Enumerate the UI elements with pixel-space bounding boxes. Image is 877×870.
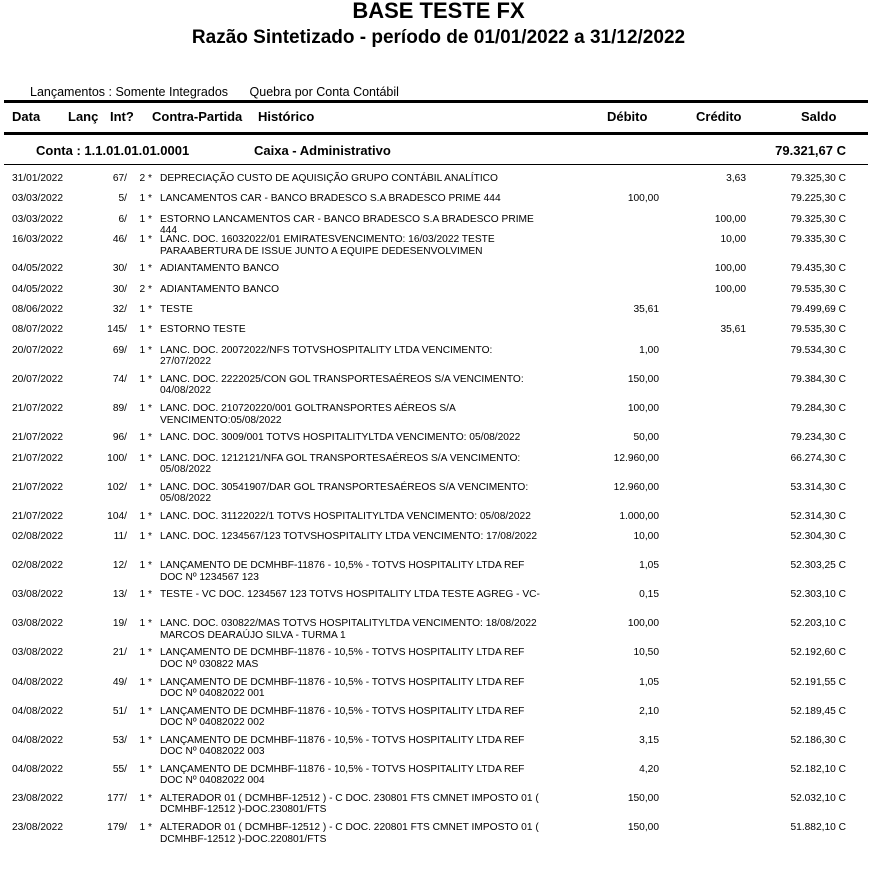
row-debito: 150,00 (627, 822, 659, 834)
row-int: 1 * (139, 531, 152, 543)
report-title: BASE TESTE FX (352, 0, 525, 23)
row-date: 04/08/2022 (12, 734, 63, 746)
row-lanc: 69/ (112, 344, 127, 356)
row-debito: 12.960,00 (613, 452, 659, 464)
row-int: 1 * (139, 792, 152, 804)
row-debito: 1,05 (639, 676, 659, 688)
row-int: 1 * (139, 213, 152, 225)
row-lanc: 49/ (112, 676, 127, 688)
row-historico: LANC. DOC. 3009/001 TOTVS HOSPITALITYLTDA VENCIMENTO: 05/08/2022 (160, 432, 521, 444)
row-int: 1 * (139, 560, 152, 572)
col-lanc: Lanç (68, 109, 99, 124)
row-int: 1 * (139, 822, 152, 834)
table-row (0, 703, 877, 732)
row-int: 1 * (139, 324, 152, 336)
table-row (0, 528, 877, 557)
row-date: 08/06/2022 (12, 304, 63, 316)
row-saldo: 52.304,30 C (790, 531, 846, 543)
row-date: 04/08/2022 (12, 763, 63, 775)
table-row (0, 429, 877, 449)
row-lanc: 51/ (112, 705, 127, 717)
row-debito: 100,00 (627, 403, 659, 415)
row-debito: 10,50 (633, 647, 659, 659)
row-debito: 35,61 (633, 304, 659, 316)
row-int: 1 * (139, 481, 152, 493)
table-row (0, 732, 877, 761)
row-date: 21/07/2022 (12, 432, 63, 444)
filter-lancamentos: Lançamentos : Somente Integrados (30, 85, 229, 99)
report-subtitle: Razão Sintetizado - período de 01/01/2022 a 31/12/2022 (191, 27, 686, 48)
row-debito: 0,15 (639, 589, 659, 601)
row-date: 02/08/2022 (12, 560, 63, 572)
row-saldo: 52.303,10 C (790, 589, 846, 601)
row-int: 1 * (139, 373, 152, 385)
row-date: 21/07/2022 (12, 452, 63, 464)
row-date: 08/07/2022 (12, 324, 63, 336)
table-row (0, 674, 877, 703)
row-date: 04/08/2022 (12, 705, 63, 717)
row-historico: ALTERADOR 01 ( DCMHBF-12512 ) - C DOC. 230801 FTS CMNET IMPOSTO 01 ( DCMHBF-12512 )-DOC.230801/FTS (160, 792, 539, 816)
row-lanc: 104/ (107, 510, 127, 522)
row-historico: DEPRECIAÇÃO CUSTO DE AQUISIÇÃO GRUPO CONTÁBIL ANALÍTICO (160, 173, 498, 184)
account-name: Caixa - Administrativo (254, 143, 391, 158)
row-int: 1 * (139, 510, 152, 522)
row-debito: 150,00 (627, 792, 659, 804)
row-lanc: 6/ (118, 213, 127, 225)
row-historico: LANÇAMENTO DE DCMHBF-11876 - 10,5% - TOTVS HOSPITALITY LTDA REF DOC Nº 04082022 002 (160, 705, 525, 729)
row-lanc: 13/ (112, 589, 127, 601)
filter-quebra: Quebra por Conta Contábil (249, 85, 399, 99)
account-code: Conta : 1.1.01.01.01.0001 (36, 143, 190, 158)
row-int: 1 * (139, 705, 152, 717)
row-lanc: 53/ (112, 734, 127, 746)
col-credito: Crédito (696, 109, 742, 124)
row-saldo: 79.234,30 C (790, 432, 846, 444)
row-debito: 4,20 (639, 763, 659, 775)
table-row (0, 260, 877, 280)
row-lanc: 21/ (112, 647, 127, 659)
col-saldo: Saldo (801, 109, 837, 124)
row-historico: LANCAMENTOS CAR - BANCO BRADESCO S.A BRADESCO PRIME 444 (160, 193, 501, 205)
row-int: 1 * (139, 234, 152, 246)
table-row (0, 557, 877, 586)
row-date: 03/08/2022 (12, 647, 63, 659)
row-date: 04/05/2022 (12, 283, 63, 295)
row-historico: LANC. DOC. 16032022/01 EMIRATESVENCIMENTO: 16/03/2022 TESTE PARAABERTURA DE ISSUE JUNTO A EQUIPE DEDESENVOLVIMEN (160, 234, 495, 257)
row-debito: 100,00 (627, 193, 659, 205)
row-saldo: 52.203,10 C (790, 618, 846, 630)
row-lanc: 74/ (112, 373, 127, 385)
row-int: 1 * (139, 589, 152, 601)
row-int: 1 * (139, 647, 152, 659)
row-saldo: 79.325,30 C (790, 213, 846, 225)
table-row (0, 301, 877, 321)
row-credito: 3,63 (726, 173, 746, 184)
col-data: Data (12, 109, 41, 124)
row-int: 2 * (139, 283, 152, 295)
row-lanc: 67/ (112, 173, 127, 184)
row-historico: LANC. DOC. 030822/MAS TOTVS HOSPITALITYLTDA VENCIMENTO: 18/08/2022 MARCOS DEARAÚJO SILVA - TURMA 1 (160, 618, 537, 641)
table-row (0, 400, 877, 429)
row-saldo: 79.284,30 C (790, 403, 846, 415)
row-date: 23/08/2022 (12, 792, 63, 804)
row-date: 03/08/2022 (12, 618, 63, 630)
row-debito: 10,00 (633, 531, 659, 543)
table-row (0, 231, 877, 260)
row-historico: TESTE (160, 304, 193, 316)
row-saldo: 79.325,30 C (790, 173, 846, 184)
row-historico: LANÇAMENTO DE DCMHBF-11876 - 10,5% - TOTVS HOSPITALITY LTDA REF DOC Nº 04082022 001 (160, 676, 525, 700)
row-saldo: 52.192,60 C (790, 647, 846, 659)
row-date: 03/08/2022 (12, 589, 63, 601)
table-row (0, 321, 877, 341)
row-lanc: 102/ (107, 481, 127, 493)
row-lanc: 145/ (107, 324, 127, 336)
ledger-rows (0, 170, 877, 848)
table-row (0, 761, 877, 790)
column-header-row (0, 108, 877, 126)
table-row (0, 508, 877, 528)
row-lanc: 30/ (112, 263, 127, 275)
row-lanc: 89/ (112, 403, 127, 415)
table-row (0, 342, 877, 371)
table-row (0, 819, 877, 848)
row-saldo: 79.225,30 C (790, 193, 846, 205)
row-saldo: 52.032,10 C (790, 792, 846, 804)
account-header (0, 142, 877, 160)
row-saldo: 51.882,10 C (790, 822, 846, 834)
row-historico: LANÇAMENTO DE DCMHBF-11876 - 10,5% - TOTVS HOSPITALITY LTDA REF DOC Nº 030822 MAS (160, 647, 525, 670)
row-historico: LANC. DOC. 1212121/NFA GOL TRANSPORTESAÉREOS S/A VENCIMENTO: 05/08/2022 (160, 452, 521, 475)
row-saldo: 52.314,30 C (790, 510, 846, 522)
col-int: Int? (110, 109, 134, 124)
row-saldo: 52.189,45 C (790, 705, 846, 717)
row-saldo: 79.499,69 C (790, 304, 846, 316)
row-lanc: 12/ (112, 560, 127, 572)
row-saldo: 79.534,30 C (790, 344, 846, 356)
row-historico: LANC. DOC. 1234567/123 TOTVSHOSPITALITY LTDA VENCIMENTO: 17/08/2022 (160, 531, 538, 543)
table-row (0, 479, 877, 508)
row-historico: LANC. DOC. 20072022/NFS TOTVSHOSPITALITY LTDA VENCIMENTO: 27/07/2022 (160, 344, 493, 368)
row-date: 04/08/2022 (12, 676, 63, 688)
row-int: 1 * (139, 676, 152, 688)
row-historico: ESTORNO TESTE (160, 324, 246, 336)
row-historico: LANÇAMENTO DE DCMHBF-11876 - 10,5% - TOTVS HOSPITALITY LTDA REF DOC Nº 1234567 123 (160, 560, 525, 583)
row-debito: 1,05 (639, 560, 659, 572)
table-row (0, 644, 877, 673)
table-row (0, 211, 877, 237)
row-int: 2 * (139, 173, 152, 184)
header-bottom-rule (4, 132, 868, 135)
row-historico: ADIANTAMENTO BANCO (160, 263, 280, 275)
row-date: 02/08/2022 (12, 531, 63, 543)
row-date: 03/03/2022 (12, 213, 63, 225)
row-debito: 2,10 (639, 705, 659, 717)
row-lanc: 46/ (112, 234, 127, 246)
row-debito: 12.960,00 (613, 481, 659, 493)
table-row (0, 190, 877, 210)
table-row (0, 281, 877, 301)
row-credito: 35,61 (720, 324, 746, 336)
row-int: 1 * (139, 344, 152, 356)
row-debito: 150,00 (627, 373, 659, 385)
row-debito: 100,00 (627, 618, 659, 630)
row-historico: ALTERADOR 01 ( DCMHBF-12512 ) - C DOC. 220801 FTS CMNET IMPOSTO 01 ( DCMHBF-12512 )-DOC.220801/FTS (160, 822, 539, 845)
row-saldo: 52.186,30 C (790, 734, 846, 746)
row-historico: TESTE - VC DOC. 1234567 123 TOTVS HOSPITALITY LTDA TESTE AGREG - VC- (160, 589, 540, 601)
row-historico: LANÇAMENTO DE DCMHBF-11876 - 10,5% - TOTVS HOSPITALITY LTDA REF DOC Nº 04082022 004 (160, 763, 525, 787)
row-saldo: 52.182,10 C (790, 763, 846, 775)
row-saldo: 66.274,30 C (790, 452, 846, 464)
row-historico: LANC. DOC. 30541907/DAR GOL TRANSPORTESAÉREOS S/A VENCIMENTO: 05/08/2022 (160, 481, 529, 505)
row-int: 1 * (139, 618, 152, 630)
row-historico: LANÇAMENTO DE DCMHBF-11876 - 10,5% - TOTVS HOSPITALITY LTDA REF DOC Nº 04082022 003 (160, 734, 525, 758)
row-saldo: 79.384,30 C (790, 373, 846, 385)
row-date: 04/05/2022 (12, 263, 63, 275)
row-lanc: 30/ (112, 283, 127, 295)
row-int: 1 * (139, 304, 152, 316)
header-top-rule (4, 100, 868, 103)
row-lanc: 177/ (107, 792, 127, 804)
row-int: 1 * (139, 763, 152, 775)
row-int: 1 * (139, 432, 152, 444)
row-int: 1 * (139, 263, 152, 275)
table-row (0, 450, 877, 479)
col-debito: Débito (607, 109, 648, 124)
row-historico: ADIANTAMENTO BANCO (160, 283, 280, 295)
row-int: 1 * (139, 403, 152, 415)
row-int: 1 * (139, 193, 152, 205)
row-lanc: 179/ (107, 822, 127, 834)
table-row (0, 790, 877, 819)
row-date: 31/01/2022 (12, 173, 63, 184)
row-int: 1 * (139, 734, 152, 746)
row-saldo: 79.335,30 C (790, 234, 846, 246)
col-contra-partida: Contra-Partida (152, 109, 243, 124)
row-debito: 1,00 (639, 344, 659, 356)
row-debito: 1.000,00 (619, 510, 659, 522)
row-credito: 100,00 (714, 213, 746, 225)
row-historico: ESTORNO LANCAMENTOS CAR - BANCO BRADESCO S.A BRADESCO PRIME 444 (160, 213, 534, 237)
account-balance: 79.321,67 C (775, 143, 846, 158)
row-date: 20/07/2022 (12, 373, 63, 385)
report-filters (30, 85, 417, 100)
row-saldo: 53.314,30 C (790, 481, 846, 493)
row-debito: 3,15 (639, 734, 659, 746)
row-lanc: 55/ (112, 763, 127, 775)
row-lanc: 96/ (112, 432, 127, 444)
row-lanc: 100/ (107, 452, 127, 464)
row-saldo: 79.535,30 C (790, 324, 846, 336)
table-row (0, 615, 877, 644)
row-date: 16/03/2022 (12, 234, 63, 246)
table-row (0, 371, 877, 400)
row-saldo: 79.535,30 C (790, 283, 846, 295)
row-saldo: 52.303,25 C (790, 560, 846, 572)
row-credito: 10,00 (720, 234, 746, 246)
row-credito: 100,00 (714, 283, 746, 295)
row-date: 21/07/2022 (12, 510, 63, 522)
row-date: 23/08/2022 (12, 822, 63, 834)
account-rule (4, 164, 868, 165)
table-row (0, 170, 877, 190)
row-lanc: 11/ (113, 531, 127, 543)
row-saldo: 79.435,30 C (790, 263, 846, 275)
row-lanc: 19/ (112, 618, 127, 630)
row-date: 03/03/2022 (12, 193, 63, 205)
row-saldo: 52.191,55 C (790, 676, 846, 688)
row-date: 20/07/2022 (12, 344, 63, 356)
row-date: 21/07/2022 (12, 481, 63, 493)
row-date: 21/07/2022 (12, 403, 63, 415)
row-lanc: 5/ (118, 193, 127, 205)
row-historico: LANC. DOC. 2222025/CON GOL TRANSPORTESAÉREOS S/A VENCIMENTO: 04/08/2022 (160, 373, 524, 397)
row-credito: 100,00 (714, 263, 746, 275)
row-historico: LANC. DOC. 31122022/1 TOTVS HOSPITALITYLTDA VENCIMENTO: 05/08/2022 (160, 510, 531, 522)
col-historico: Histórico (258, 109, 315, 124)
row-historico: LANC. DOC. 210720220/001 GOLTRANSPORTES AÉREOS S/A VENCIMENTO:05/08/2022 (160, 403, 456, 426)
table-row (0, 586, 877, 615)
row-int: 1 * (139, 452, 152, 464)
row-lanc: 32/ (112, 304, 127, 316)
row-debito: 50,00 (633, 432, 659, 444)
